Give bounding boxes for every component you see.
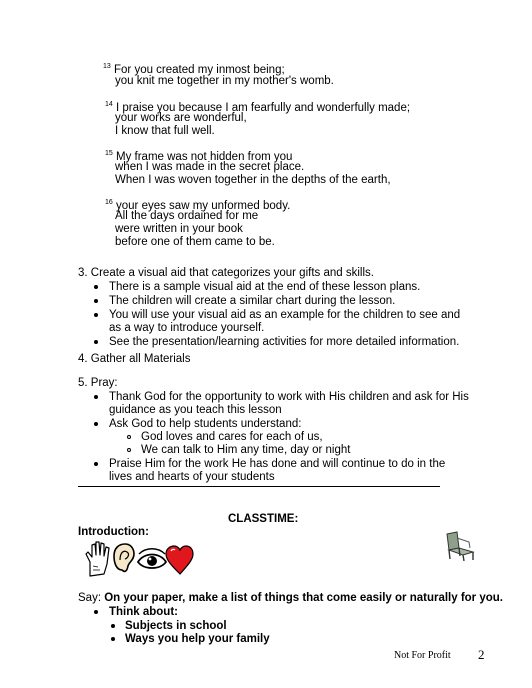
bullet-icon <box>94 395 98 399</box>
eye-icon <box>138 549 166 568</box>
verse-number: 15 <box>105 150 113 157</box>
classtime-heading: CLASSTIME: <box>228 513 299 525</box>
sub-list-item: God loves and cares for each of us, <box>141 431 323 443</box>
verse-line: When I was woven together in the depths of the earth, <box>115 174 391 186</box>
bullet-icon <box>94 299 98 303</box>
verse-line: your eyes saw my unformed body. <box>116 200 291 212</box>
list-item: Praise Him for the work He has done and will continue to do in the <box>109 458 446 470</box>
step-title: 5. Pray: <box>78 377 118 389</box>
verse-line: My frame was not hidden from you <box>116 151 293 163</box>
verse-line: before one of them came to be. <box>115 236 275 248</box>
senses-clipart <box>84 540 194 578</box>
bullet-icon <box>94 285 98 289</box>
hand-icon <box>86 542 109 576</box>
verse-line: For you created my inmost being; <box>114 64 285 76</box>
list-item-continued: lives and hearts of your students <box>109 471 275 483</box>
say-instruction <box>78 591 503 605</box>
step-4: 4. Gather all Materials <box>78 353 191 365</box>
verse-line: I praise you because I am fearfully and wonderfully made; <box>116 102 411 114</box>
verse-line: your works are wonderful, <box>115 112 247 124</box>
chair-icon <box>443 530 477 562</box>
bullet-icon <box>94 462 98 466</box>
verse-number: 14 <box>105 101 113 108</box>
verse-line: you knit me together in my mother's womb. <box>115 75 334 87</box>
introduction-heading: Introduction: <box>78 526 149 538</box>
bullet-icon <box>111 624 115 628</box>
list-item: See the presentation/learning activities for more detailed information. <box>109 336 460 348</box>
bullet-icon <box>94 340 98 344</box>
heart-icon <box>166 546 193 574</box>
list-item: There is a sample visual aid at the end of these lesson plans. <box>109 281 421 293</box>
list-item: Ways you help your family <box>125 633 270 645</box>
verse-line: when I was made in the secret place. <box>115 161 305 173</box>
think-about-title: Think about: <box>109 606 178 618</box>
page-number: 2 <box>478 647 485 662</box>
sub-bullet-icon <box>127 435 131 439</box>
say-label: Say: <box>78 592 105 604</box>
list-item: You will use your visual aid as an example for the children to see and <box>109 309 461 321</box>
bullet-icon <box>94 313 98 317</box>
verse-number: 13 <box>103 63 111 70</box>
bullet-icon <box>111 637 115 641</box>
sub-bullet-icon <box>127 448 131 452</box>
verse-line: All the days ordained for me <box>115 210 259 222</box>
list-item: Thank God for the opportunity to work with His children and ask for His <box>109 391 469 403</box>
footer-text: Not For Profit <box>394 650 451 661</box>
verse-number: 16 <box>105 199 113 206</box>
say-text: On your paper, make a list of things that come easily or naturally for you. <box>104 592 503 604</box>
list-item-continued: guidance as you teach this lesson <box>109 404 282 416</box>
step-title: 3. Create a visual aid that categorizes your gifts and skills. <box>78 267 374 279</box>
ear-icon <box>114 544 134 571</box>
verse-line: were written in your book <box>115 223 243 235</box>
list-item: The children will create a similar chart during the lesson. <box>109 295 396 307</box>
sub-list-item: We can talk to Him any time, day or night <box>141 444 351 456</box>
section-divider <box>78 486 440 487</box>
list-item: Subjects in school <box>125 620 227 632</box>
bullet-icon <box>94 610 98 614</box>
bullet-icon <box>94 422 98 426</box>
verse-line: I know that full well. <box>115 125 215 137</box>
list-item-continued: as a way to introduce yourself. <box>109 322 265 334</box>
list-item: Ask God to help students understand: <box>109 418 302 430</box>
